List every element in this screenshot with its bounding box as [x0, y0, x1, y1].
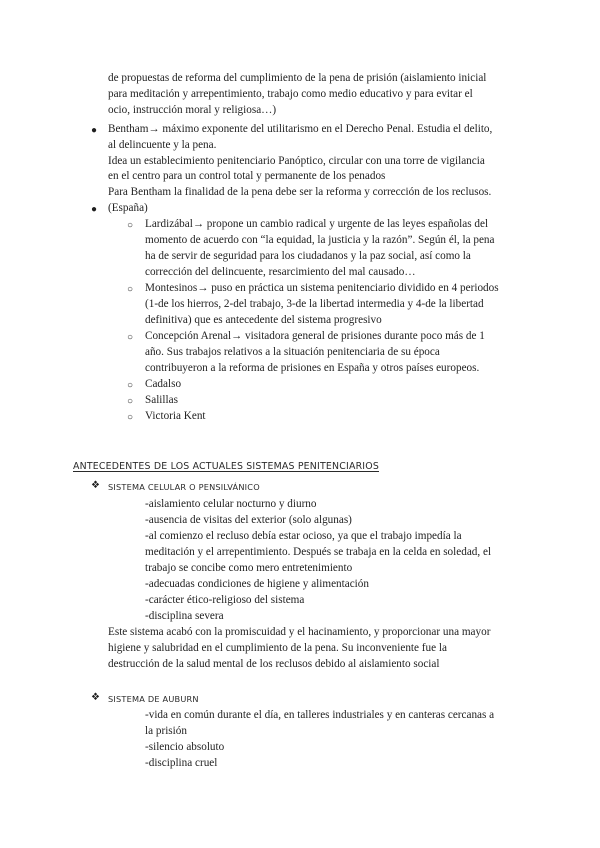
auburn-title: SISTEMA DE AUBURN [108, 694, 199, 704]
continuation-line-1: de propuestas de reforma del cumplimiento de la pena de prisión (aislamiento inicial [108, 72, 487, 84]
celular-item-3: -al comienzo el recluso debía estar ocioso, ya que el trabajo impedía la [145, 530, 462, 542]
montesinos-line-2: (1-de los hierros, 2-del trabajo, 3-de la libertad intermedia y 4-de la libertad [145, 298, 484, 310]
lardizabal-line-1: Lardizábal→ propone un cambio radical y urgente de las leyes españolas del [145, 218, 489, 230]
continuation-line-2: para meditación y arrepentimiento, trabajo como medio educativo y para evitar el [108, 88, 473, 100]
diamond-bullet-icon: ❖ [91, 480, 100, 491]
auburn-item-1: -vida en común durante el día, en talleres industriales y en canteras cercanas a [145, 709, 495, 721]
filled-bullet-icon: ● [91, 204, 98, 215]
hollow-bullet-icon: ○ [127, 396, 134, 407]
continuation-line-3: ocio, instrucción moral y religiosa…) [108, 104, 277, 116]
celular-title: SISTEMA CELULAR O PENSILVÁNICO [108, 482, 260, 492]
celular-summary-3: destrucción de la salud mental de los reclusos debido al aislamiento social [108, 658, 440, 670]
hollow-bullet-icon: ○ [127, 284, 134, 295]
cadalso-item: Cadalso [145, 378, 182, 390]
celular-item-2: -ausencia de visitas del exterior (solo algunas) [145, 514, 352, 526]
celular-summary-2: higiene y salubridad en el cumplimiento de la pena. Su inconveniente fue la [108, 642, 447, 654]
celular-item-8: -disciplina severa [145, 610, 224, 622]
salillas-item: Salillas [145, 394, 178, 406]
arenal-line-1: Concepción Arenal→ visitadora general de prisiones durante poco más de 1 [145, 330, 485, 342]
arenal-line-2: año. Sus trabajos relativos a la situación penitenciaria de su época [145, 346, 440, 358]
celular-item-1: -aislamiento celular nocturno y diurno [145, 498, 317, 510]
hollow-bullet-icon: ○ [127, 220, 134, 231]
hollow-bullet-icon: ○ [127, 332, 134, 343]
celular-item-4: meditación y el arrepentimiento. Después se trabaja en la celda en soledad, el [145, 546, 492, 558]
lardizabal-line-4: corrección del delincuente, resarcimiento del mal causado… [145, 266, 416, 278]
celular-item-6: -adecuadas condiciones de higiene y alimentación [145, 578, 369, 590]
bentham-line-2: al delincuente y la pena. [108, 139, 217, 151]
lardizabal-line-3: ha de servir de seguridad para los ciudadanos y la paz social, así como la [145, 250, 471, 262]
bentham-line-4: en el centro para un control total y permanente de los penados [108, 170, 386, 182]
hollow-bullet-icon: ○ [127, 380, 134, 391]
diamond-bullet-icon: ❖ [91, 692, 100, 703]
arenal-line-3: contribuyeron a la reforma de prisiones en España y otros países europeos. [145, 362, 480, 374]
montesinos-line-3: definitiva) que es antecedente del sistema progresivo [145, 314, 382, 326]
celular-summary-1: Este sistema acabó con la promiscuidad y el hacinamiento, y proporcionar una mayor [108, 626, 491, 638]
auburn-item-4: -disciplina cruel [145, 757, 218, 769]
bentham-line-1: Bentham→ máximo exponente del utilitarismo en el Derecho Penal. Estudia el delito, [108, 123, 493, 135]
bentham-line-3: Idea un establecimiento penitenciario Panóptico, circular con una torre de vigilancia [108, 155, 485, 167]
section-heading: ANTECEDENTES DE LOS ACTUALES SISTEMAS PENITENCIARIOS [73, 461, 379, 472]
auburn-item-2: la prisión [145, 725, 187, 737]
filled-bullet-icon: ● [91, 125, 98, 136]
kent-item: Victoria Kent [145, 410, 206, 422]
bentham-line-5: Para Bentham la finalidad de la pena debe ser la reforma y corrección de los reclusos. [108, 186, 492, 198]
celular-item-5: trabajo se concibe como mero entretenimiento [145, 562, 353, 574]
montesinos-line-1: Montesinos→ puso en práctica un sistema penitenciario dividido en 4 periodos [145, 282, 499, 294]
espana-label: (España) [108, 202, 148, 214]
hollow-bullet-icon: ○ [127, 412, 134, 423]
lardizabal-line-2: momento de acuerdo con “la equidad, la justicia y la razón”. Según él, la pena [145, 234, 495, 246]
auburn-item-3: -silencio absoluto [145, 741, 225, 753]
celular-item-7: -carácter ético-religioso del sistema [145, 594, 305, 606]
